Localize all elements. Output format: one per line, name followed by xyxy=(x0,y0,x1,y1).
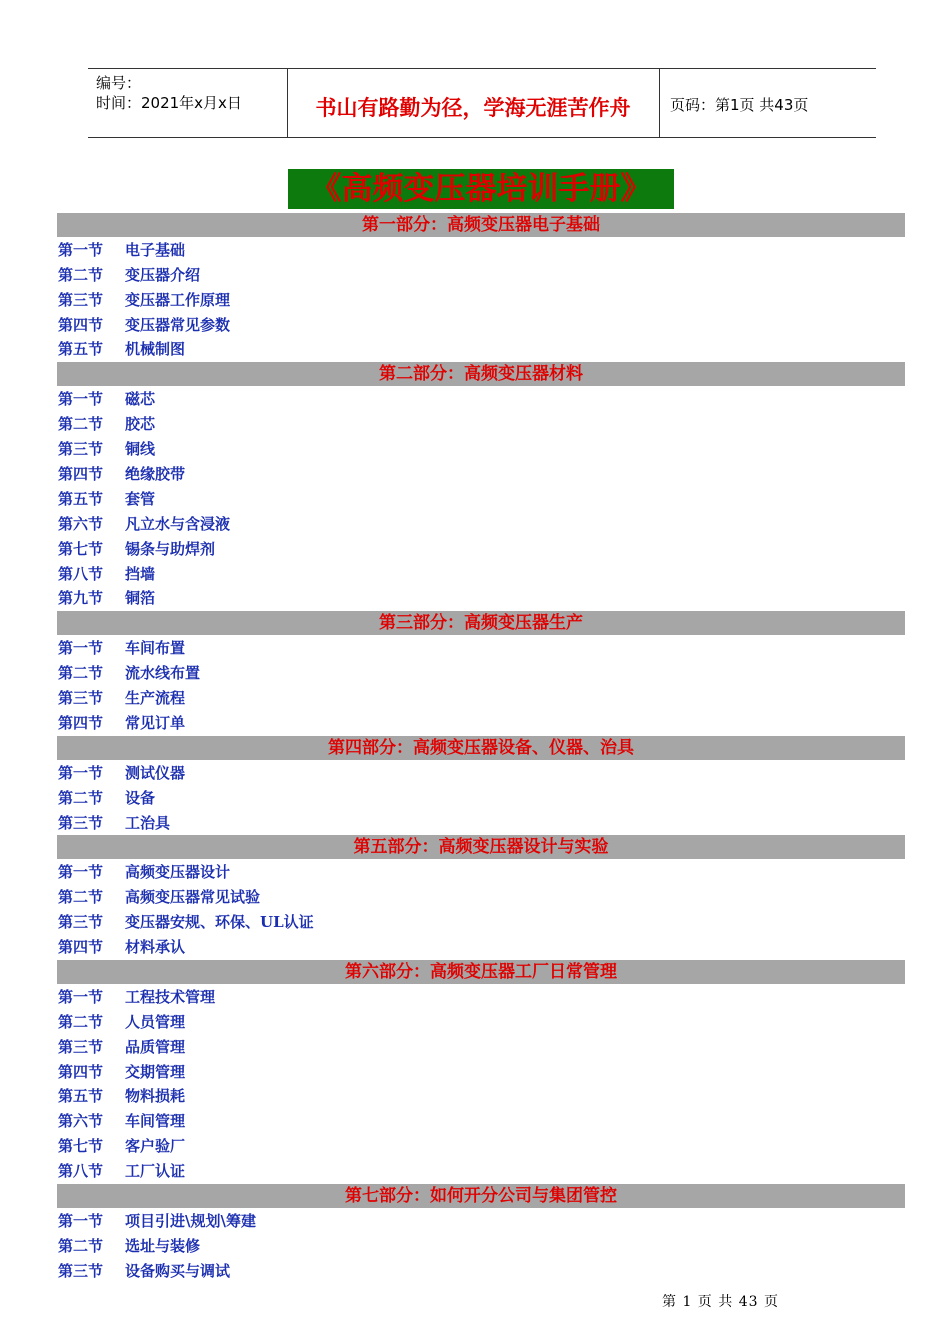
section-title: 客户验厂 xyxy=(125,1137,186,1155)
section-title: 锡条与助焊剂 xyxy=(125,540,216,558)
toc-entry xyxy=(58,238,185,262)
section-number: 第一节 xyxy=(58,988,104,1006)
section-number: 第一节 xyxy=(58,1212,104,1230)
section-number: 第二节 xyxy=(58,888,104,906)
section-title: 物料损耗 xyxy=(125,1087,186,1105)
part-heading: 第四部分：高频变压器设备、仪器、治具 xyxy=(57,736,905,760)
toc-entry xyxy=(58,337,185,361)
section-title: 生产流程 xyxy=(125,689,186,707)
toc-entry xyxy=(58,985,215,1009)
section-title: 材料承认 xyxy=(125,938,186,956)
section-number: 第二节 xyxy=(58,266,104,284)
section-title: 高频变压器常见试验 xyxy=(125,888,261,906)
section-title: 变压器安规、环保、UL认证 xyxy=(125,913,314,931)
section-number: 第五节 xyxy=(58,490,104,508)
section-title: 机械制图 xyxy=(125,340,186,358)
section-number: 第八节 xyxy=(58,1162,104,1180)
section-number: 第一节 xyxy=(58,863,104,881)
section-number: 第四节 xyxy=(58,714,104,732)
toc-entry xyxy=(58,562,155,586)
toc-entry xyxy=(58,313,230,337)
part-heading: 第二部分：高频变压器材料 xyxy=(57,362,905,386)
toc-entry xyxy=(58,537,215,561)
section-number: 第三节 xyxy=(58,689,104,707)
toc-entry xyxy=(58,487,155,511)
section-title: 绝缘胶带 xyxy=(125,465,186,483)
section-title: 变压器介绍 xyxy=(125,266,201,284)
section-number: 第一节 xyxy=(58,639,104,657)
section-number: 第三节 xyxy=(58,814,104,832)
section-number: 第二节 xyxy=(58,664,104,682)
toc-entry xyxy=(58,263,200,287)
section-number: 第六节 xyxy=(58,1112,104,1130)
section-title: 胶芯 xyxy=(125,415,156,433)
toc-entry xyxy=(58,1209,256,1233)
part-heading: 第七部分：如何开分公司与集团管控 xyxy=(57,1184,905,1208)
toc-entry xyxy=(58,761,185,785)
toc-entry xyxy=(58,686,185,710)
toc-entry xyxy=(58,811,170,835)
section-title: 设备 xyxy=(125,789,156,807)
page-footer: 第 1 页 共 43 页 xyxy=(662,1294,779,1310)
section-number: 第三节 xyxy=(58,913,104,931)
part-heading: 第三部分：高频变压器生产 xyxy=(57,611,905,635)
section-title: 测试仪器 xyxy=(125,764,186,782)
section-number: 第五节 xyxy=(58,1087,104,1105)
section-title: 铜箔 xyxy=(125,589,156,607)
section-title: 变压器工作原理 xyxy=(125,291,231,309)
section-number: 第四节 xyxy=(58,316,104,334)
toc-entry xyxy=(58,412,155,436)
header-motto-cell xyxy=(287,69,660,137)
section-number: 第三节 xyxy=(58,440,104,458)
part-heading: 第一部分：高频变压器电子基础 xyxy=(57,213,905,237)
section-title: 人员管理 xyxy=(125,1013,186,1031)
toc-entry xyxy=(58,437,155,461)
toc-entry xyxy=(58,885,260,909)
section-title: 套管 xyxy=(125,490,156,508)
section-number: 第四节 xyxy=(58,938,104,956)
section-title: 铜线 xyxy=(125,440,156,458)
section-title: 选址与装修 xyxy=(125,1237,201,1255)
header-meta-cell xyxy=(88,69,288,137)
section-title: 项目引进\规划\筹建 xyxy=(125,1212,256,1230)
section-title: 高频变压器设计 xyxy=(125,863,231,881)
toc-entry xyxy=(58,462,185,486)
toc-entry xyxy=(58,786,155,810)
page-header xyxy=(88,68,876,138)
toc-entry xyxy=(58,1259,230,1283)
toc-entry xyxy=(58,1010,185,1034)
section-title: 电子基础 xyxy=(125,241,186,259)
toc-entry xyxy=(58,1084,185,1108)
section-number: 第一节 xyxy=(58,241,104,259)
header-page-cell xyxy=(660,69,876,137)
toc-entry xyxy=(58,1109,185,1133)
toc-entry xyxy=(58,1134,185,1158)
section-number: 第七节 xyxy=(58,1137,104,1155)
section-number: 第七节 xyxy=(58,540,104,558)
motto: 书山有路勤为径，学海无涯苦作舟 xyxy=(315,95,631,120)
section-title: 工程技术管理 xyxy=(125,988,216,1006)
toc-entry xyxy=(58,512,230,536)
section-number: 第六节 xyxy=(58,515,104,533)
section-number: 第五节 xyxy=(58,340,104,358)
toc-entry xyxy=(58,636,185,660)
toc-entry xyxy=(58,910,314,934)
section-number: 第三节 xyxy=(58,1262,104,1280)
toc-entry xyxy=(58,1159,185,1183)
section-title: 凡立水与含浸液 xyxy=(125,515,231,533)
part-heading: 第六部分：高频变压器工厂日常管理 xyxy=(57,960,905,984)
section-number: 第九节 xyxy=(58,589,104,607)
section-number: 第八节 xyxy=(58,565,104,583)
toc-entry xyxy=(58,1035,185,1059)
section-number: 第二节 xyxy=(58,1013,104,1031)
toc-entry xyxy=(58,1234,200,1258)
toc-entry xyxy=(58,288,230,312)
toc-entry xyxy=(58,711,185,735)
section-number: 第一节 xyxy=(58,390,104,408)
section-title: 流水线布置 xyxy=(125,664,201,682)
section-number: 第三节 xyxy=(58,1038,104,1056)
section-title: 设备购买与调试 xyxy=(125,1262,231,1280)
toc-entry xyxy=(58,935,185,959)
section-title: 工治具 xyxy=(125,814,171,832)
code-label: 编号： xyxy=(96,74,142,92)
section-number: 第一节 xyxy=(58,764,104,782)
section-title: 交期管理 xyxy=(125,1063,186,1081)
section-title: 变压器常见参数 xyxy=(125,316,231,334)
toc-entry xyxy=(58,661,200,685)
time-label: 时间：2021年x月x日 xyxy=(96,94,242,112)
section-number: 第二节 xyxy=(58,415,104,433)
document-title: 《高频变压器培训手册》 xyxy=(288,169,674,209)
section-number: 第四节 xyxy=(58,1063,104,1081)
section-number: 第三节 xyxy=(58,291,104,309)
section-title: 磁芯 xyxy=(125,390,156,408)
section-number: 第二节 xyxy=(58,789,104,807)
section-title: 工厂认证 xyxy=(125,1162,186,1180)
section-title: 车间布置 xyxy=(125,639,186,657)
section-number: 第二节 xyxy=(58,1237,104,1255)
section-number: 第四节 xyxy=(58,465,104,483)
toc-entry xyxy=(58,860,230,884)
page-info: 页码：第1页 共43页 xyxy=(670,96,809,114)
toc-entry xyxy=(58,586,155,610)
toc-entry xyxy=(58,387,155,411)
part-heading: 第五部分：高频变压器设计与实验 xyxy=(57,835,905,859)
section-title: 挡墙 xyxy=(125,565,156,583)
section-title: 常见订单 xyxy=(125,714,186,732)
toc-entry xyxy=(58,1060,185,1084)
section-title: 车间管理 xyxy=(125,1112,186,1130)
section-title: 品质管理 xyxy=(125,1038,186,1056)
